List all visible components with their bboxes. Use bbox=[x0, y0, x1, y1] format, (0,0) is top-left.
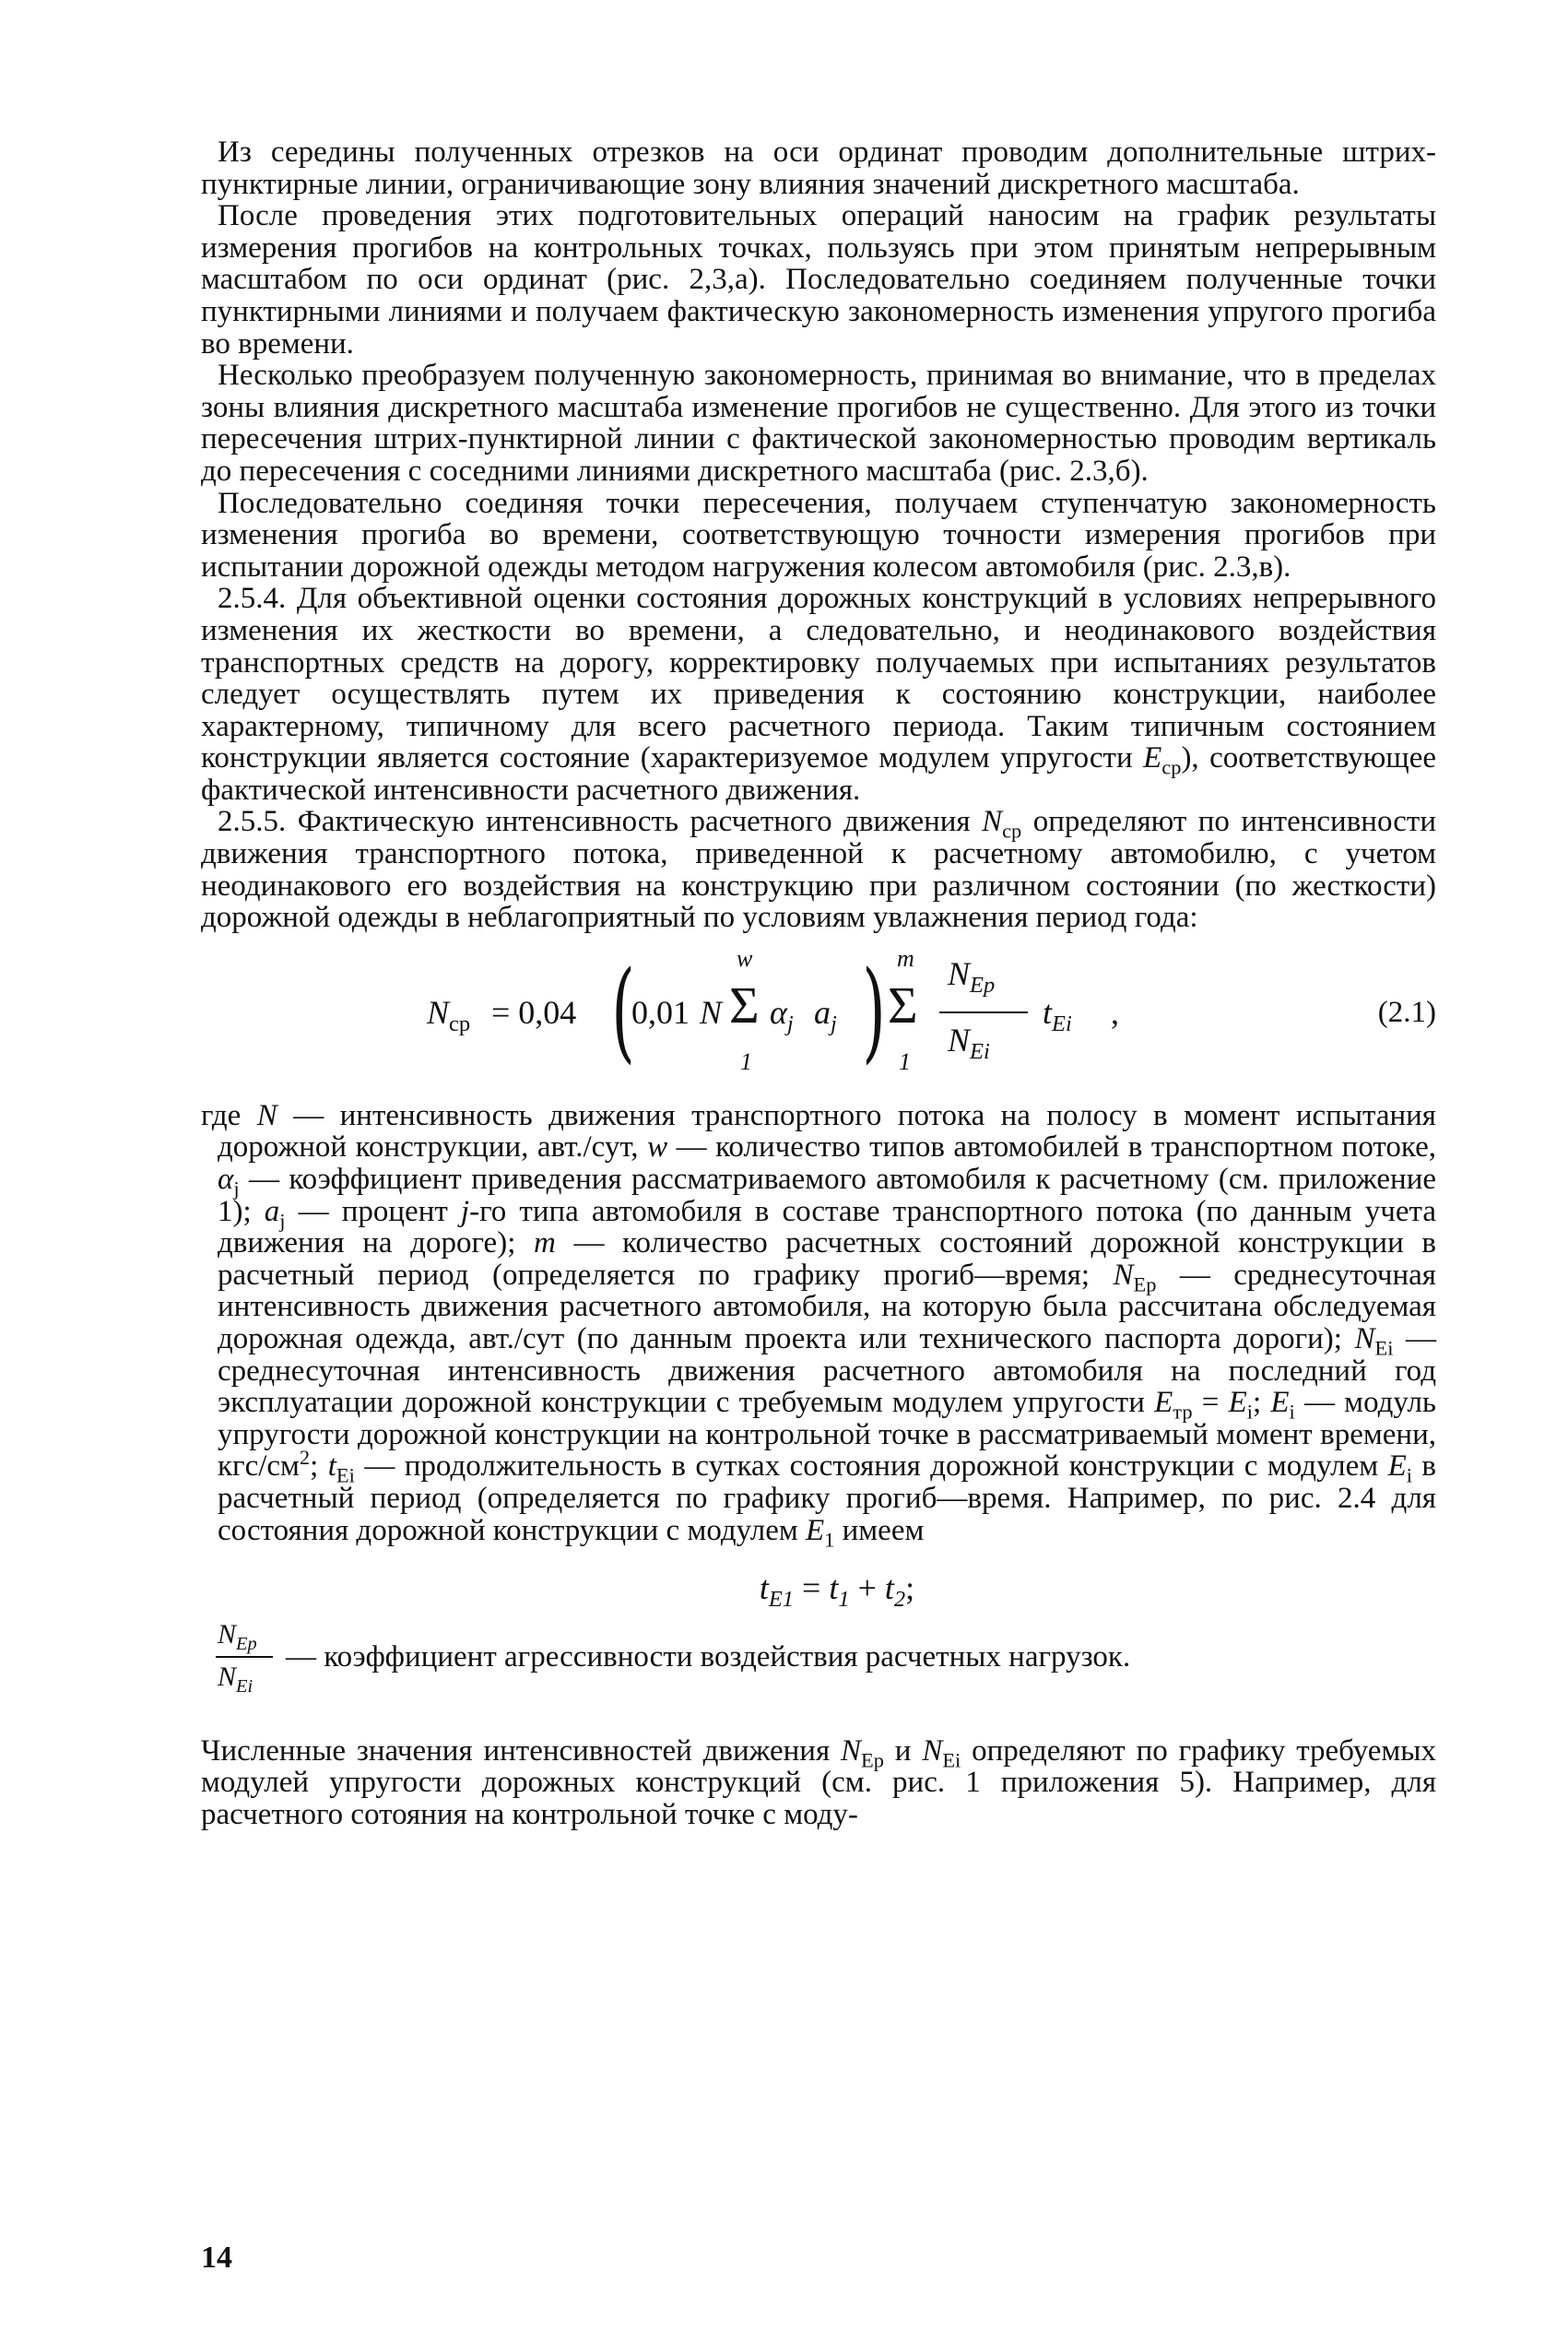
formula-t: t bbox=[1043, 993, 1053, 1031]
symbol: N bbox=[982, 805, 1003, 839]
operator: = bbox=[794, 1569, 830, 1607]
formula-lhs: N bbox=[427, 993, 450, 1031]
sum2-top: m bbox=[897, 944, 914, 972]
superscript: 2 bbox=[299, 1446, 311, 1470]
text: 2.5.5. Фактическую интенсивность расчетного движения bbox=[218, 805, 983, 839]
text: -го типа автомобиля в составе транспортного потока (по данным учета движения на дороге); bbox=[218, 1194, 1436, 1260]
subscript: j bbox=[831, 1011, 837, 1037]
symbol: E bbox=[1228, 1386, 1247, 1420]
formula-n: N bbox=[700, 993, 723, 1031]
subscript: i bbox=[1246, 1400, 1253, 1424]
formula-te1 bbox=[201, 1569, 1436, 1613]
sum1-top: w bbox=[737, 944, 753, 972]
paragraph: Из середины полученных отрезков на оси ординат проводим дополнительные штрих-пунктирные линии, ограничивающие зону влияния значений дискретного масштаба. bbox=[201, 136, 1436, 201]
paragraph-final bbox=[201, 1735, 1436, 1831]
subscript: j bbox=[786, 1011, 794, 1037]
subscript: тр bbox=[1173, 1400, 1193, 1424]
sum2-bottom: 1 bbox=[899, 1047, 911, 1075]
right-paren: ) bbox=[862, 946, 886, 1074]
fraction-num: N bbox=[948, 954, 971, 992]
ratio-num: N bbox=[218, 1618, 237, 1650]
fraction-line bbox=[939, 1011, 1028, 1013]
text: — среднесуточная интенсивность движения расчетного автомобиля на последний год эксплуатации дорожной конструкции с требуемым модулем упругости bbox=[218, 1322, 1436, 1420]
subscript: Ep bbox=[1133, 1272, 1157, 1296]
symbol: E bbox=[1387, 1449, 1407, 1484]
paragraph: После проведения этих подготовительных операций наносим на график результаты измерения прогибов на контрольных точках, пользуясь при этом принятым непрерывным масштабом по оси ординат (рис. 2,3,а). Последовательно соединяем полученные точки пунктирными линиями и получаем фактическую закономерность изменения упругого прогиба во времени. bbox=[201, 199, 1436, 361]
symbol: t bbox=[829, 1569, 839, 1607]
text: 2.5.4. Для объективной оценки состояния дорожных конструкций в условиях непрерывного изменения их жесткости во времени, а следовательно, и неодинакового воздействия транспортных средств на дорогу, корректировку получаемых при испытаниях результатов следует осуществлять путем их приведения к состоянию конструкции, наиболее характерному, типичному для всего расчетного периода. Таким типичным состоянием конструкции является состояние (характеризуемое модулем упругости bbox=[201, 582, 1436, 775]
subscript: Ei bbox=[942, 1748, 961, 1772]
subscript: Ei bbox=[1374, 1336, 1394, 1360]
subscript: j bbox=[279, 1209, 286, 1233]
operator: + bbox=[849, 1569, 885, 1607]
sum2-sigma: Σ bbox=[888, 976, 918, 1035]
symbol: E bbox=[1143, 741, 1162, 775]
text: определяют по интенсивности движения транспортного потока, приведенной к расчетному автомобилю, с учетом неодинакового его воздействия на конструкцию при различном состоянии (по жесткости) дорожной одежды в неблагоприятный по условиям увлажнения период года: bbox=[201, 805, 1436, 935]
paragraph: Несколько преобразуем полученную закономерность, принимая во внимание, что в пределах зоны влияния дискретного масштаба изменение прогибов не существенно. Для этого из точки пересечения штрих-пунктирной линии с фактической закономерностью проводим вертикаль до пересечения с соседними линиями дискретного масштаба (рис. 2.3,б). bbox=[201, 359, 1436, 488]
formula-alpha: α bbox=[770, 993, 787, 1031]
symbol: E bbox=[1154, 1386, 1173, 1420]
text: и bbox=[883, 1733, 923, 1768]
symbol: w bbox=[647, 1130, 668, 1165]
subscript: Ei bbox=[236, 1675, 253, 1697]
text: — количество типов автомобилей в транспортном потоке, bbox=[667, 1130, 1436, 1165]
text: имеем bbox=[834, 1513, 925, 1547]
ratio-den: N bbox=[218, 1661, 237, 1692]
text: где bbox=[201, 1098, 257, 1132]
subscript: i bbox=[1406, 1463, 1412, 1487]
text: ; bbox=[1253, 1386, 1271, 1420]
subscript: ср bbox=[449, 1011, 471, 1037]
text: ), соответствующее фактической интенсивности расчетного движения. bbox=[201, 741, 1436, 807]
subscript: Ep bbox=[861, 1748, 884, 1772]
sum1-bottom: 1 bbox=[740, 1047, 752, 1075]
subscript: 1 bbox=[824, 1528, 835, 1552]
text: — среднесуточная интенсивность движения расчетного автомобиля, на которую была рассчитана обследуемая дорожная одежда, авт./сут (по данным проекта или технического паспорта дороги); bbox=[218, 1258, 1436, 1355]
subscript: 1 bbox=[838, 1587, 850, 1613]
text: — количество расчетных состояний дорожной конструкции в расчетный период (определяется по графику прогиб—время; bbox=[218, 1226, 1436, 1292]
subscript: j bbox=[233, 1177, 240, 1200]
text: ; bbox=[310, 1449, 328, 1484]
variable-definitions bbox=[201, 1098, 1436, 1552]
page-number: 14 bbox=[201, 2241, 232, 2275]
fraction-den: N bbox=[948, 1021, 971, 1059]
symbol: j bbox=[460, 1194, 470, 1228]
text: Численные значения интенсивностей движения bbox=[201, 1733, 841, 1768]
symbol: t bbox=[327, 1449, 336, 1484]
subscript: ср bbox=[1002, 820, 1022, 844]
text: — процент bbox=[285, 1194, 461, 1228]
symbol: m bbox=[534, 1226, 556, 1260]
symbol: a bbox=[264, 1194, 280, 1228]
text: — модуль упругости дорожной конструкции на контрольной точке в рассматриваемый момент времени, кгс/см bbox=[218, 1386, 1436, 1484]
symbol: α bbox=[218, 1163, 234, 1197]
symbol: t bbox=[759, 1569, 769, 1607]
paragraph-2-5-5 bbox=[201, 806, 1436, 933]
formula-2-1 bbox=[201, 940, 1436, 1093]
formula-comma: , bbox=[1111, 993, 1119, 1031]
subscript: i bbox=[1289, 1400, 1295, 1424]
ratio-line bbox=[216, 1656, 273, 1658]
symbol: N bbox=[256, 1098, 277, 1132]
paragraph: Последовательно соединяя точки пересечения, получаем ступенчатую закономерность изменения прогиба во времени, соответствующую точности измерения прогибов при испытании дорожной одежды методом нагружения колесом автомобиля (рис. 2.3,в). bbox=[201, 486, 1436, 584]
symbol: N bbox=[922, 1733, 943, 1768]
symbol: E bbox=[805, 1513, 825, 1547]
symbol: E bbox=[1270, 1386, 1290, 1420]
text: = bbox=[1192, 1386, 1229, 1420]
equation-number: (2.1) bbox=[1377, 995, 1436, 1029]
formula-a: a bbox=[814, 993, 831, 1031]
subscript: Ei bbox=[1052, 1011, 1072, 1037]
subscript: Ep bbox=[236, 1633, 257, 1654]
operator: ; bbox=[905, 1569, 915, 1607]
document-page bbox=[201, 136, 1436, 1831]
text: определяют по графику требуемых модулей упругости дорожных конструкций (см. рис. 1 приложения 5). Например, для расчетного сотояния на контрольной точке с моду- bbox=[201, 1733, 1436, 1831]
subscript: Ei bbox=[970, 1039, 990, 1065]
text: — интенсивность движения транспортного потока на полосу в момент испытания дорожной конструкции, авт./сут, bbox=[218, 1098, 1436, 1165]
left-paren: ( bbox=[611, 946, 635, 1074]
symbol: N bbox=[841, 1733, 862, 1768]
subscript: ср bbox=[1161, 755, 1182, 779]
symbol: N bbox=[1354, 1322, 1375, 1355]
subscript: E1 bbox=[768, 1587, 795, 1613]
subscript: 2 bbox=[893, 1587, 906, 1613]
symbol: t bbox=[884, 1569, 894, 1607]
formula-eq: = 0,04 bbox=[491, 993, 577, 1031]
subscript: Ei bbox=[336, 1463, 355, 1487]
text: — продолжительность в сутках состояния дорожной конструкции с модулем bbox=[354, 1449, 1388, 1484]
formula-coef: 0,01 bbox=[631, 993, 690, 1031]
symbol: N bbox=[1113, 1258, 1134, 1292]
text: — коэффициент приведения рассматриваемого автомобиля к расчетному (см. приложение 1); bbox=[218, 1163, 1436, 1228]
paragraph-2-5-4 bbox=[201, 583, 1436, 806]
subscript: Ep bbox=[970, 973, 996, 999]
text: в расчетный период (определяется по графику прогиб—время. Например, по рис. 2.4 для состояния дорожной конструкции с модулем bbox=[218, 1449, 1436, 1547]
aggressiveness-ratio bbox=[201, 1619, 1436, 1719]
ratio-text: — коэффициент агрессивности воздействия расчетных нагрузок. bbox=[286, 1639, 1131, 1674]
sum1-sigma: Σ bbox=[729, 976, 760, 1035]
